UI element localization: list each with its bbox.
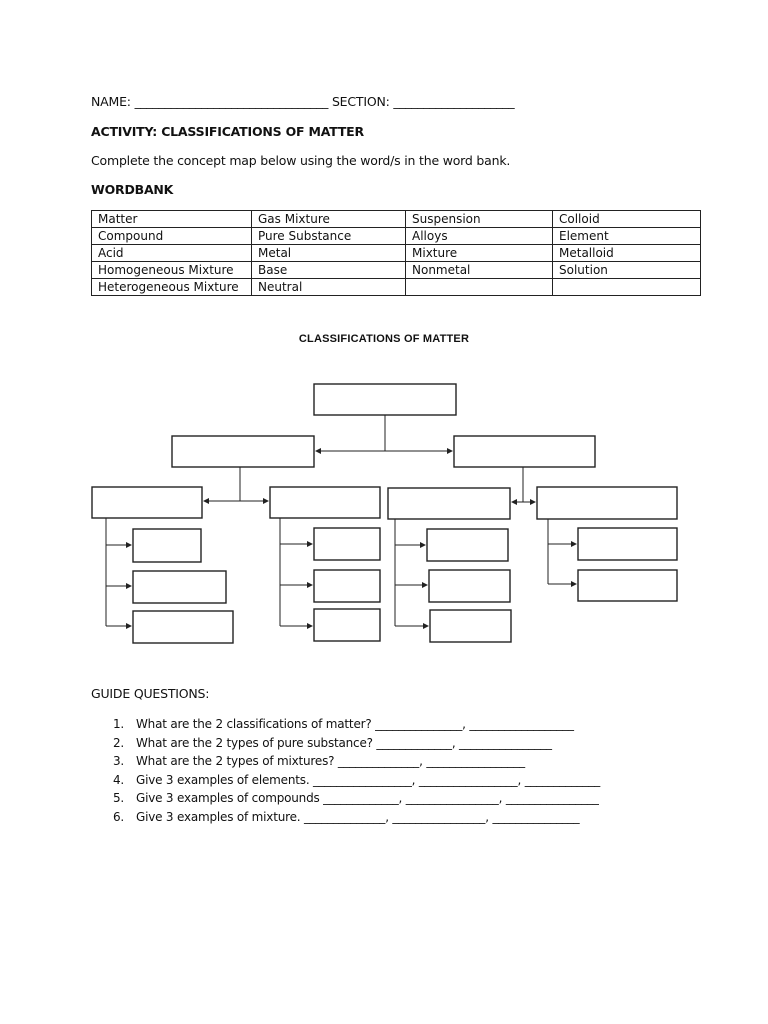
question-text: Give 3 examples of compounds _____________, ________________, ________________ (136, 791, 599, 806)
list-item[interactable] (91, 734, 600, 753)
concept-box[interactable] (314, 609, 380, 641)
concept-box[interactable] (454, 436, 595, 467)
wordbank-cell: Heterogeneous Mixture (92, 279, 252, 296)
guide-questions-label: GUIDE QUESTIONS: (91, 686, 210, 701)
wordbank-cell: Compound (92, 228, 252, 245)
question-text: What are the 2 types of pure substance? _____________, ________________ (136, 735, 552, 750)
question-text: Give 3 examples of mixture. ______________, ________________, _______________ (136, 809, 580, 824)
wordbank-cell: Colloid (553, 211, 701, 228)
list-item[interactable] (91, 715, 600, 734)
concept-box[interactable] (133, 529, 201, 562)
wordbank-cell: Matter (92, 211, 252, 228)
concept-box[interactable] (578, 528, 677, 560)
concept-box[interactable] (314, 528, 380, 560)
question-number: 3. (113, 754, 125, 769)
concept-box[interactable] (537, 487, 677, 519)
list-item[interactable] (91, 789, 600, 808)
wordbank-cell: Neutral (252, 279, 406, 296)
concept-box[interactable] (133, 611, 233, 643)
wordbank-cell: Homogeneous Mixture (92, 262, 252, 279)
wordbank-cell: Mixture (406, 245, 553, 262)
wordbank-cell: Alloys (406, 228, 553, 245)
wordbank-table (91, 210, 701, 296)
guide-questions-list (91, 715, 600, 827)
wordbank-cell: Element (553, 228, 701, 245)
table-row (92, 262, 701, 279)
question-text: What are the 2 classifications of matter? _______________, __________________ (136, 717, 574, 731)
wordbank-cell: Pure Substance (252, 228, 406, 245)
concept-box[interactable] (427, 529, 508, 561)
table-row (92, 245, 701, 262)
concept-box[interactable] (430, 610, 511, 642)
concept-box[interactable] (429, 570, 510, 602)
concept-box[interactable] (314, 384, 456, 415)
question-number: 5. (113, 791, 125, 806)
activity-title: ACTIVITY: CLASSIFICATIONS OF MATTER (91, 124, 364, 139)
question-number: 2. (113, 735, 125, 750)
concept-box[interactable] (578, 570, 677, 601)
wordbank-cell: Metal (252, 245, 406, 262)
wordbank-label: WORDBANK (91, 182, 174, 197)
wordbank-cell: Gas Mixture (252, 211, 406, 228)
concept-map (0, 370, 768, 660)
concept-map-title: CLASSIFICATIONS OF MATTER (298, 333, 470, 345)
table-row (92, 228, 701, 245)
list-item[interactable] (91, 808, 600, 827)
concept-box[interactable] (388, 488, 510, 519)
concept-box[interactable] (270, 487, 380, 518)
list-item[interactable] (91, 771, 600, 790)
concept-box[interactable] (92, 487, 202, 518)
concept-box[interactable] (314, 570, 380, 602)
wordbank-cell: Solution (553, 262, 701, 279)
question-number: 6. (113, 809, 125, 824)
question-number: 4. (113, 772, 125, 787)
wordbank-cell: Base (252, 262, 406, 279)
wordbank-cell (553, 279, 701, 296)
wordbank-cell: Acid (92, 245, 252, 262)
question-text: What are the 2 types of mixtures? ______________, _________________ (136, 754, 525, 769)
list-item[interactable] (91, 752, 600, 771)
wordbank-cell: Nonmetal (406, 262, 553, 279)
wordbank-cell (406, 279, 553, 296)
concept-box[interactable] (172, 436, 314, 467)
concept-box[interactable] (133, 571, 226, 603)
table-row (92, 279, 701, 296)
instructions: Complete the concept map below using the word/s in the word bank. (91, 153, 511, 168)
question-text: Give 3 examples of elements. _________________, _________________, _____________ (136, 772, 601, 787)
name-section-line[interactable]: NAME: ________________________________ SECTION: ____________________ (91, 94, 515, 109)
wordbank-cell: Metalloid (553, 245, 701, 262)
wordbank-cell: Suspension (406, 211, 553, 228)
question-number: 1. (113, 717, 125, 731)
table-row (92, 211, 701, 228)
